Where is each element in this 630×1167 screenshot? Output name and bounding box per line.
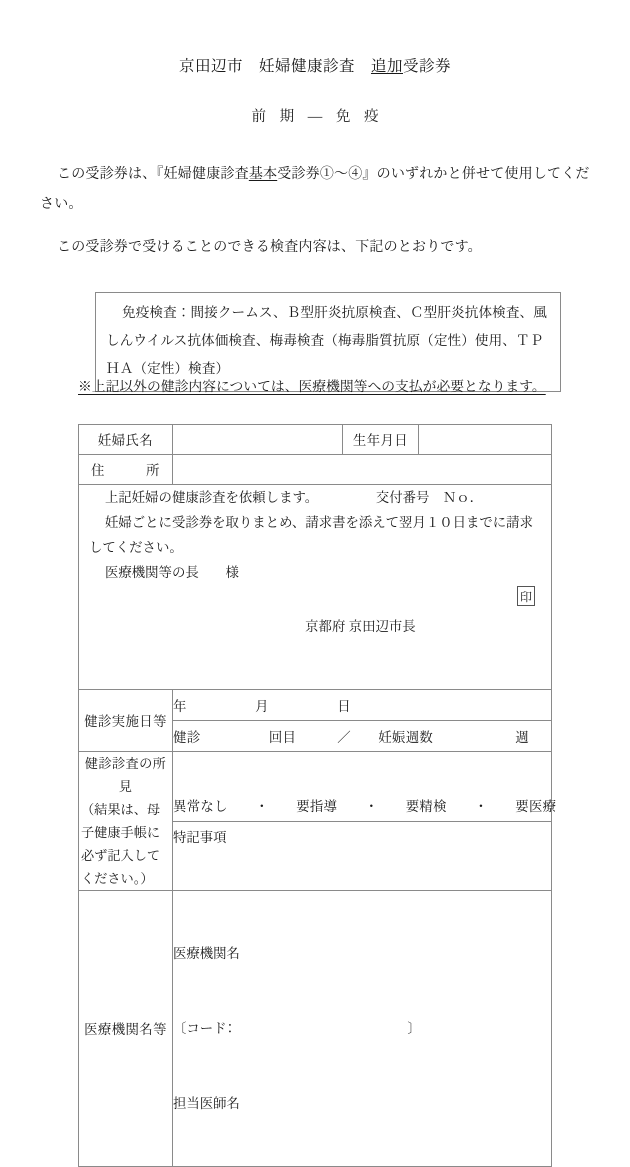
intro-paragraph-2: この受診券で受けることのできる検査内容は、下記のとおりです。 [57, 240, 482, 255]
document-title-prefix: 京田辺市 妊婦健康診査 [178, 58, 371, 75]
findings-row-memo [173, 821, 551, 852]
seal-stamp-box: 印 [517, 586, 535, 606]
label-address: 住 所 [79, 455, 173, 485]
request-line-3: 医療機関等の長 様 [105, 565, 239, 580]
label-pregnant-name: 妊婦氏名 [79, 425, 173, 455]
label-findings-main: 健診診査の所見 [84, 756, 167, 794]
table-row-request [79, 485, 552, 690]
findings-fields [173, 752, 557, 891]
facility-name-line[interactable]: 医療機関名 [173, 946, 240, 961]
table-row-name [79, 425, 552, 455]
intro-paragraph-1-underlined: 基本 [248, 167, 278, 182]
document-title [0, 54, 630, 76]
issuer-name: 京都府 京田辺市長 [305, 619, 416, 634]
table-row-address [79, 455, 552, 485]
table-row-exam-date [79, 690, 552, 752]
exam-visit-count-and-week[interactable]: 健診 回目 ／ 妊娠週数 週 [173, 729, 529, 745]
intro-paragraph-1 [40, 160, 596, 220]
findings-subtable [173, 791, 557, 852]
label-findings-note: （結果は、母子健康手帳に必ず記入してください。） [81, 802, 161, 886]
label-exam-date: 健診実施日等 [79, 690, 173, 752]
table-row-findings [79, 752, 552, 891]
facility-fields [173, 891, 552, 1167]
document-title-suffix: 受診券 [403, 58, 452, 75]
exam-date-fields [173, 690, 552, 752]
request-line-2: 妊婦ごとに受診券を取りまとめ、請求書を添えて翌月１０日までに請求してください。 [89, 515, 533, 555]
table-row-facility [79, 891, 552, 1167]
findings-row-options [173, 791, 551, 822]
facility-doctor-line[interactable]: 担当医師名 [173, 1096, 240, 1111]
consultation-form-table [78, 424, 557, 1167]
document-subtitle: 前 期 ― 免 疫 [251, 109, 384, 125]
document-title-underlined: 追加 [370, 58, 403, 75]
exam-date-ymd[interactable]: 年 月 日 [173, 690, 551, 721]
field-pregnant-name[interactable] [173, 425, 343, 455]
intro-paragraph-1-part-b: 受診券①～④』のいずれかと併せて使用してください。 [40, 167, 590, 212]
exam-date-subtable [173, 690, 551, 751]
payment-notice: ※上記以外の健診内容については、医療機関等への支払が必要となります。 [78, 379, 546, 394]
findings-memo[interactable]: 特記事項 [173, 830, 227, 845]
issuer-row [79, 589, 551, 689]
intro-paragraph-1-part-a: この受診券は、『妊婦健康診査 [57, 167, 249, 182]
exam-date-row-ymd [173, 690, 551, 721]
label-birthdate: 生年月日 [343, 425, 419, 455]
label-facility: 医療機関名等 [79, 891, 173, 1167]
label-findings [79, 752, 173, 891]
field-address[interactable] [173, 455, 552, 485]
request-block [79, 485, 552, 690]
field-birthdate[interactable] [419, 425, 552, 455]
findings-options[interactable]: 異常なし ・ 要指導 ・ 要精検 ・ 要医療 [173, 791, 551, 822]
request-statement: 上記妊婦の健康診査を依頼します。 [105, 490, 319, 505]
request-line-1-row [79, 485, 551, 510]
facility-code-line[interactable]: 〔コード： 〕 [173, 1021, 421, 1036]
issue-number-label: 交付番号 Ｎｏ． [375, 490, 483, 505]
exam-date-row-visit [173, 721, 551, 752]
exam-content-box: 免疫検査：間接クームス、Ｂ型肝炎抗原検査、Ｃ型肝炎抗体検査、風しんウイルス抗体価検査、梅毒検査（梅毒脂質抗原（定性）使用、ＴＰＨＡ（定性）検査） [95, 292, 561, 392]
